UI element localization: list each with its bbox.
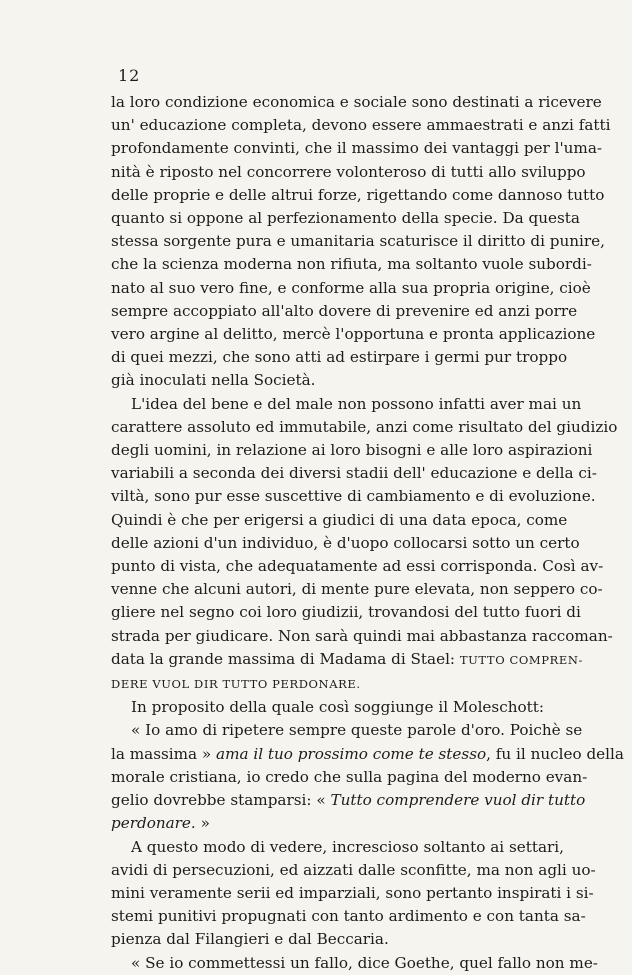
text-line: avidi di persecuzioni, ed aizzati dalle sconfitte, ma non agli uo- — [111, 860, 596, 879]
quote-line — [111, 789, 586, 812]
text-line: pienza dal Filangieri e dal Beccaria. — [111, 930, 389, 949]
text-line: quanto si oppone al perfezionamento della specie. Da questa — [111, 209, 580, 228]
page-number: 12 — [118, 66, 141, 85]
text-line: venne che alcuni autori, di mente pure elevata, non seppero co- — [111, 580, 603, 599]
text-line: sempre accoppiato all'alto dovere di prevenire ed anzi porre — [111, 301, 578, 320]
italic-run: perdonare. — [111, 814, 196, 833]
text-line: di quei mezzi, che sono atti ad estirpare i germi pur troppo — [111, 348, 568, 367]
text-line: degli uomini, in relazione ai loro bisogni e alle loro aspirazioni — [111, 441, 593, 460]
text-line: che la scienza moderna non rifiuta, ma soltanto vuole subordi- — [111, 255, 592, 274]
text-line: vero argine al delitto, mercè l'opportuna e pronta applicazione — [111, 325, 596, 344]
text-line: già inoculati nella Società. — [111, 371, 316, 390]
text-line: strada per giudicare. Non sarà quindi mai abbastanza raccoman- — [111, 626, 613, 645]
text-line: viltà, sono pur esse suscettive di cambiamento e di evoluzione. — [111, 487, 596, 506]
text-line: Quindi è che per erigersi a giudici di una data epoca, come — [111, 510, 568, 529]
text-line: L'idea del bene e del male non possono infatti aver mai un — [131, 394, 582, 413]
body-text — [111, 91, 624, 975]
text-line: la loro condizione economica e sociale sono destinati a ricevere — [111, 93, 602, 111]
text-line: profondamente convinti, che il massimo dei vantaggi per l'uma- — [111, 139, 603, 158]
small-caps-run: TUTTO COMPREN- — [459, 652, 584, 667]
text-line: nato al suo vero fine, e conforme alla sua propria origine, cioè — [111, 278, 591, 297]
text-run: data la grande massima di Madama di Stael: — [111, 649, 460, 668]
text-line: punto di vista, che adequatamente ad essi corrisponda. Così av- — [111, 557, 604, 576]
text-run: , fu il nucleo della — [486, 744, 624, 763]
small-caps-run: DERE VUOL DIR TUTTO PERDONARE. — [111, 677, 361, 692]
quote-line: « Se io commettessi un fallo, dice Goethe, quel fallo non me- — [131, 953, 598, 972]
quote-line: « Io amo di ripetere sempre queste parole d'oro. Poichè se — [131, 721, 583, 740]
italic-run: Tutto comprendere vuol dir tutto — [330, 791, 586, 810]
text-run: la massima » — [111, 744, 217, 763]
text-line: delle azioni d'un individuo, è d'uopo collocarsi sotto un certo — [111, 533, 580, 552]
text-run: gelio dovrebbe stamparsi: « — [111, 791, 331, 810]
text-line: A questo modo di vedere, increscioso soltanto ai settari, — [131, 837, 564, 856]
text-line: un' educazione completa, devono essere ammaestrati e anzi fatti — [111, 116, 611, 135]
text-line: In proposito della quale così soggiunge il Moleschott: — [131, 698, 544, 717]
text-line: carattere assoluto ed immutabile, anzi come risultato del giudizio — [111, 417, 618, 436]
text-line: variabili a seconda dei diversi stadii dell' educazione e della ci- — [111, 464, 597, 483]
text-line: mini veramente serii ed imparziali, sono pertanto inspirati i si- — [111, 883, 594, 902]
quote-line — [111, 743, 624, 766]
text-line: stemi punitivi propugnati con tanto ardimento e con tanta sa- — [111, 907, 586, 926]
text-line: delle proprie e delle altrui forze, rigettando come dannoso tutto — [111, 185, 605, 204]
text-line: nità è riposto nel concorrere volonteroso di tutti allo sviluppo — [111, 162, 586, 181]
text-line: gliere nel segno coi loro giudizii, trovandosi del tutto fuori di — [111, 603, 581, 622]
quote-line: morale cristiana, io credo che sulla pagina del moderno evan- — [111, 767, 588, 786]
text-run: » — [195, 814, 210, 833]
text-line — [111, 648, 584, 672]
italic-run: ama il tuo prossimo come te stesso — [216, 744, 487, 763]
text-line — [111, 672, 557, 696]
text-line: stessa sorgente pura e umanitaria scaturisce il diritto di punire, — [111, 232, 605, 251]
quote-line — [111, 812, 557, 835]
